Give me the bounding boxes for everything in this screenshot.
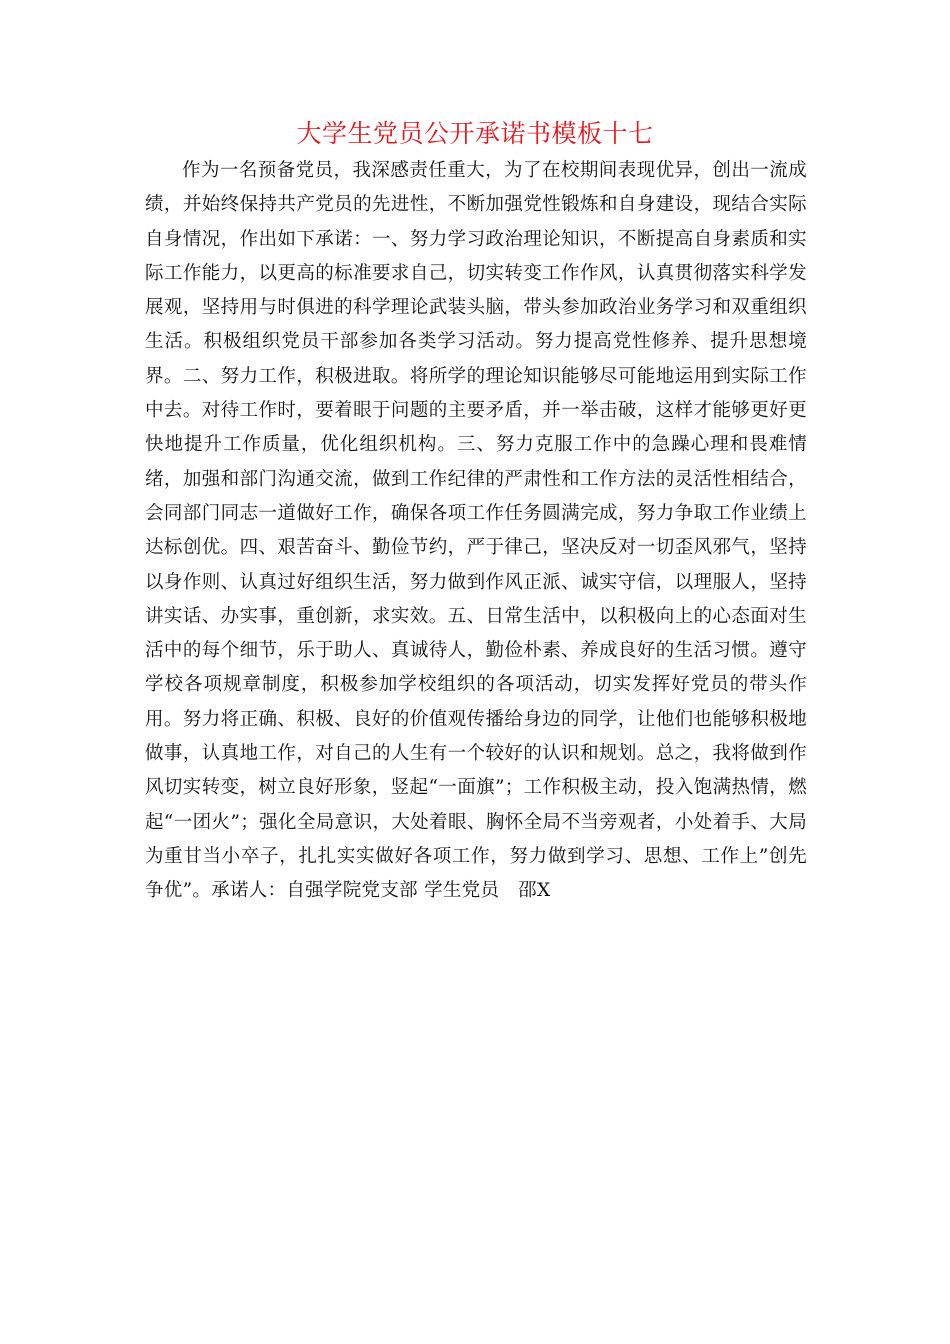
document-body-paragraph: 作为一名预备党员，我深感责任重大，为了在校期间表现优异，创出一流成绩，并始终保持共产党员的先进性，不断加强党性锻炼和自身建设，现结合实际自身情况，作出如下承诺：一、努力学习政治理论知识，不断提高自身素质和实际工作能力，以更高的标准要求自己，切实转变工作作风，认真贯彻落实科学发展观，坚持用与时俱进的科学理论武装头脑，带头参加政治业务学习和双重组织生活。积极组织党员干部参加各类学习活动。努力提高党性修养、提升思想境界。二、努力工作，积极进取。将所学的理论知识能够尽可能地运用到实际工作中去。对待工作时，要着眼于问题的主要矛盾，并一举击破，这样才能够更好更快地提升工作质量，优化组织机构。三、努力克服工作中的急躁心理和畏难情绪，加强和部门沟通交流，做到工作纪律的严肃性和工作方法的灵活性相结合，会同部门同志一道做好工作，确保各项工作任务圆满完成，努力争取工作业绩上达标创优。四、艰苦奋斗、勤俭节约，严于律己，坚决反对一切歪风邪气，坚持以身作则、认真过好组织生活，努力做到作风正派、诚实守信，以理服人，坚持讲实话、办实事，重创新，求实效。五、日常生活中，以积极向上的心态面对生活中的每个细节，乐于助人、真诚待人，勤俭朴素、养成良好的生活习惯。遵守学校各项规章制度，积极参加学校组织的各项活动，切实发挥好党员的带头作用。努力将正确、积极、良好的价值观传播给身边的同学，让他们也能够积极地做事，认真地工作，对自己的人生有一个较好的认识和规划。总之，我将做到作风切实转变，树立良好形象，竖起“一面旗”；工作积极主动，投入饱满热情，燃起“一团火”；强化全局意识，大处着眼、胸怀全局不当旁观者，小处着手、大局为重甘当小卒子，扎扎实实做好各项工作，努力做到学习、思想、工作上”创先争优”。承诺人：自强学院党支部 学生党员 邵X <box>145 160 807 902</box>
document-title: 大学生党员公开承诺书模板十七 <box>296 119 654 148</box>
